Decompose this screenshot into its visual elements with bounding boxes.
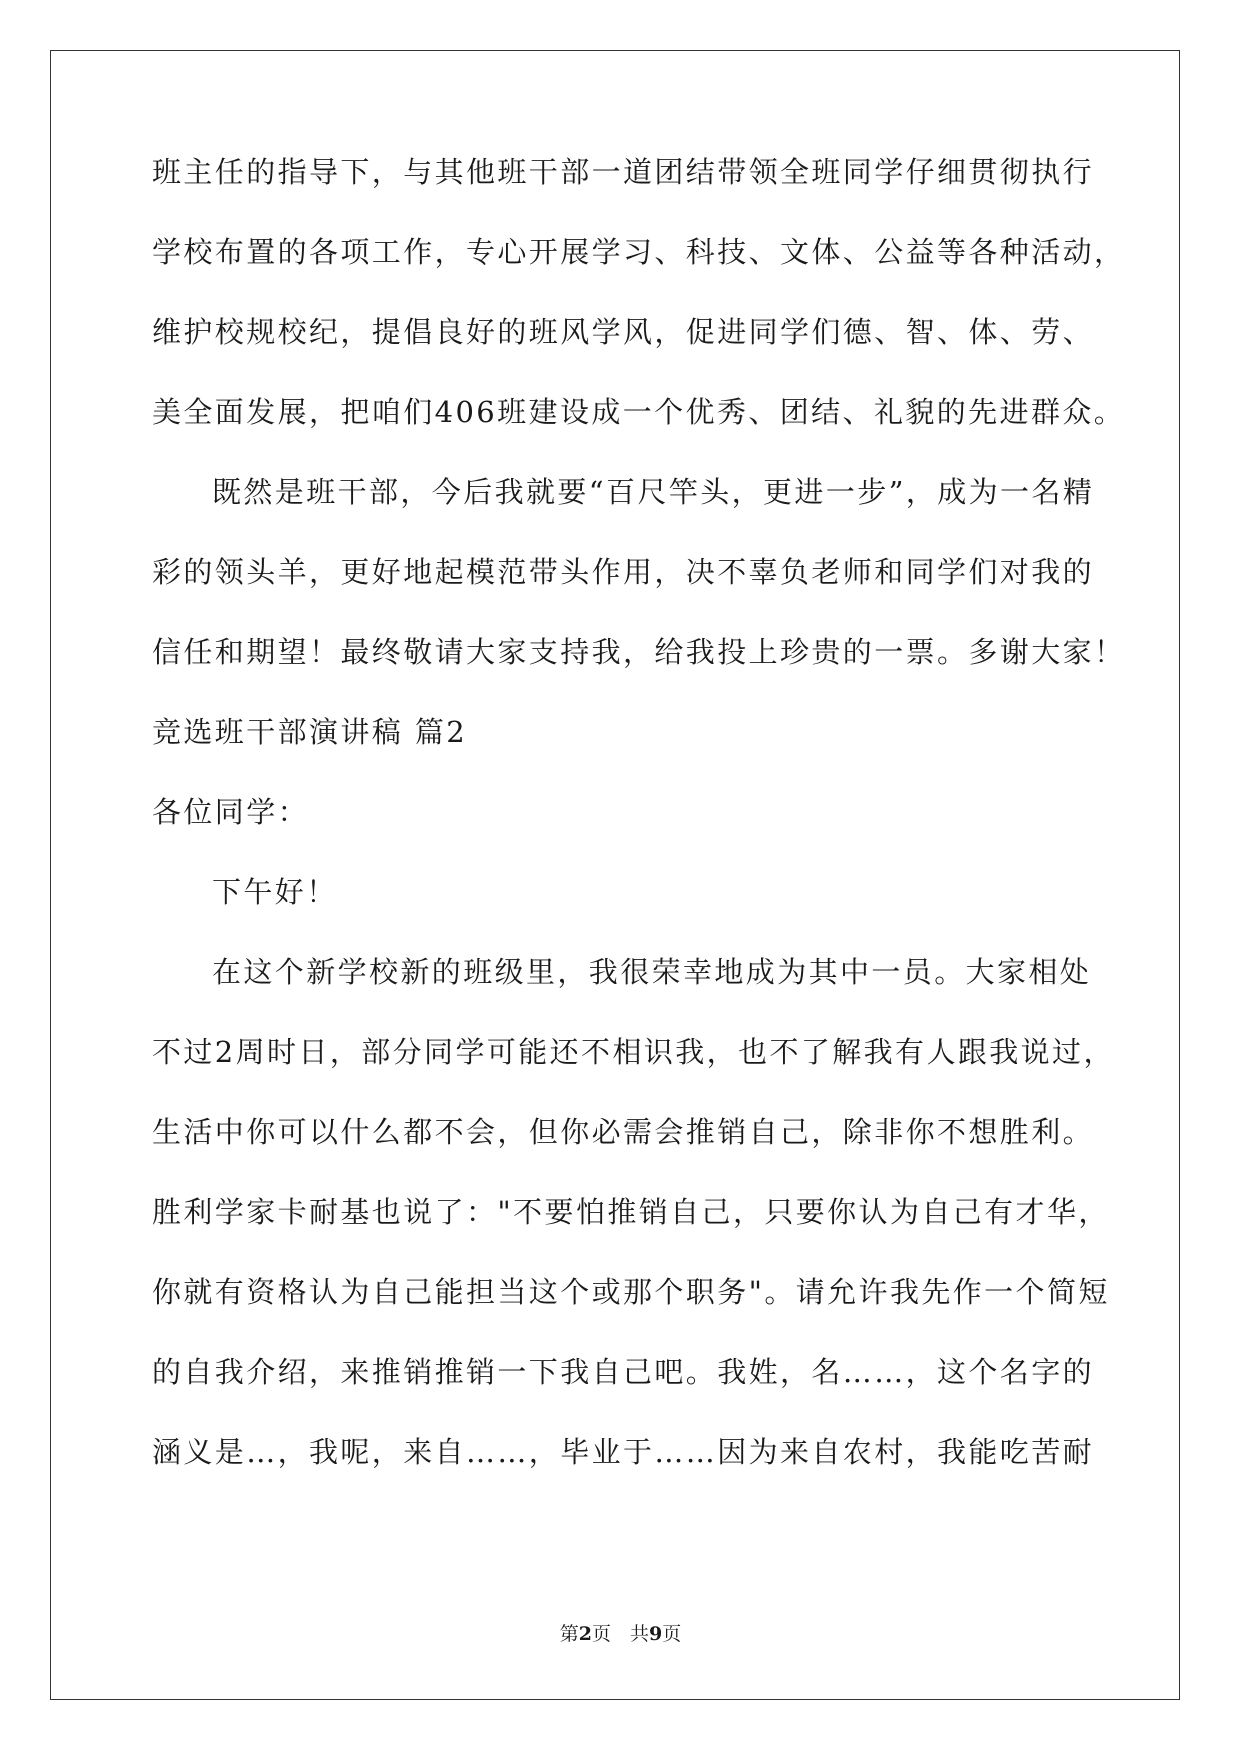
footer-prefix: 第	[559, 1623, 579, 1645]
greeting: 下午好！	[212, 875, 338, 909]
section-heading: 竞选班干部演讲稿 篇2	[152, 715, 468, 749]
text-line: 学校布置的各项工作，专心开展学习、科技、文体、公益等各种活动，	[152, 235, 1126, 269]
page-footer	[0, 1622, 1241, 1646]
text-line: 你就有资格认为自己能担当这个或那个职务"。请允许我先作一个简短	[152, 1275, 1110, 1309]
text-line: 胜利学家卡耐基也说了："不要怕推销自己，只要你认为自己有才华，	[152, 1195, 1110, 1229]
total-page-count: 9	[649, 1623, 663, 1645]
text-line: 生活中你可以什么都不会，但你必需会推销自己，除非你不想胜利。	[152, 1115, 1095, 1149]
salutation: 各位同学：	[152, 795, 310, 829]
footer-mid: 页 共	[591, 1623, 649, 1645]
text-line: 美全面发展，把咱们406班建设成一个优秀、团结、礼貌的先进群众。	[152, 395, 1126, 429]
text-line: 维护校规校纪，提倡良好的班风学风，促进同学们德、智、体、劳、	[152, 315, 1095, 349]
text-line: 的自我介绍，来推销推销一下我自己吧。我姓，名……，这个名字的	[152, 1355, 1095, 1389]
text-line: 涵义是…，我呢，来自……，毕业于……因为来自农村，我能吃苦耐	[152, 1435, 1095, 1469]
text-line: 信任和期望！最终敬请大家支持我，给我投上珍贵的一票。多谢大家！	[152, 635, 1126, 669]
current-page-number: 2	[578, 1623, 592, 1645]
paragraph-first-line: 既然是班干部，今后我就要“百尺竿头，更进一步”，成为一名精	[212, 475, 1095, 509]
footer-suffix: 页	[662, 1623, 682, 1645]
text-line: 彩的领头羊，更好地起模范带头作用，决不辜负老师和同学们对我的	[152, 555, 1095, 589]
text-line: 班主任的指导下，与其他班干部一道团结带领全班同学仔细贯彻执行	[152, 155, 1095, 189]
text-line: 不过2周时日，部分同学可能还不相识我，也不了解我有人跟我说过，	[152, 1035, 1115, 1069]
paragraph-first-line: 在这个新学校新的班级里，我很荣幸地成为其中一员。大家相处	[212, 955, 1092, 989]
